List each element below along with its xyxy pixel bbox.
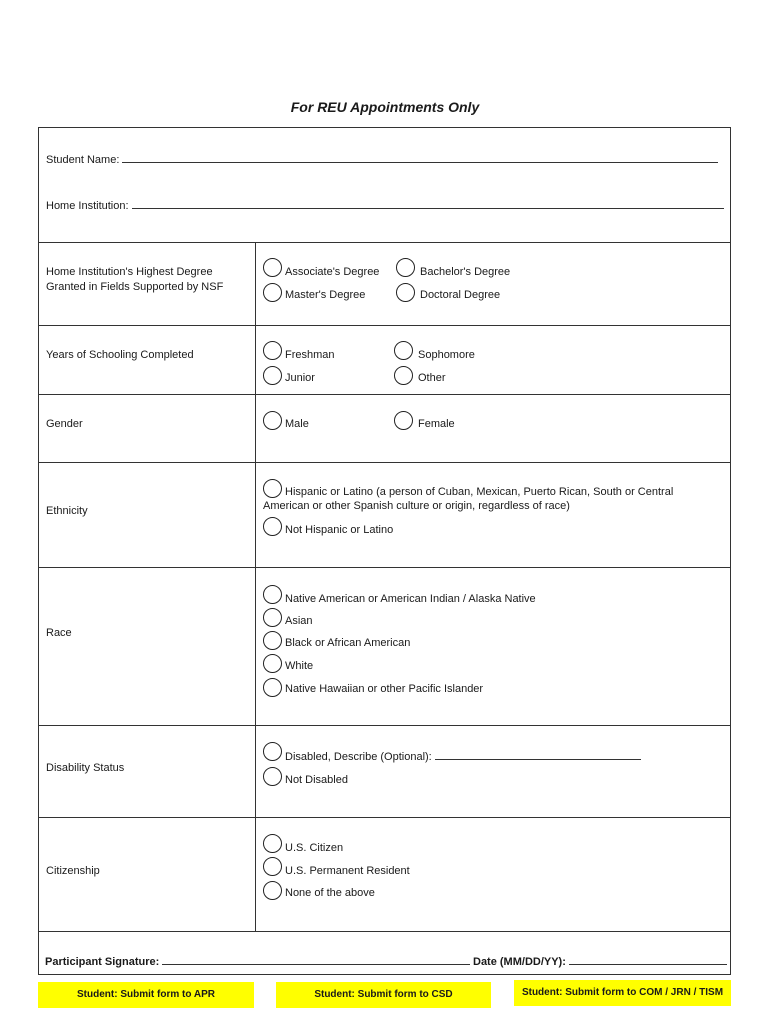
not-disabled-label: Not Disabled (285, 774, 348, 786)
participant-signature-label: Participant Signature: (45, 956, 160, 968)
disabled-describe-line[interactable] (435, 749, 641, 760)
home-institution-line[interactable] (132, 198, 724, 209)
native-hawaiian-label: Native Hawaiian or other Pacific Islander (285, 683, 484, 695)
student-name-line[interactable] (122, 152, 718, 163)
disabled-radio[interactable] (263, 742, 282, 761)
disability-label: Disability Status (46, 762, 125, 774)
row-divider (39, 725, 730, 726)
black-radio[interactable] (263, 631, 282, 650)
participant-signature-line[interactable] (162, 954, 470, 965)
banner-csd: Student: Submit form to CSD (276, 982, 491, 1008)
hispanic-label: Hispanic or Latino (a person of Cuban, Mexican, Puerto Rican, South or Central American or other Spanish culture or origin, regardless of race) (263, 486, 674, 512)
white-label: White (285, 660, 314, 672)
bachelors-degree-radio[interactable] (396, 258, 415, 277)
home-institution-label: Home Institution: (46, 200, 129, 212)
student-name-label: Student Name: (46, 154, 120, 166)
banner-com-jrn-tism: Student: Submit form to COM / JRN / TISM (514, 980, 731, 1006)
student-name-field[interactable] (46, 152, 718, 167)
date-line[interactable] (569, 954, 727, 965)
black-label: Black or African American (285, 637, 411, 649)
row-divider (39, 567, 730, 568)
gender-label: Gender (46, 418, 83, 430)
freshman-label: Freshman (285, 349, 335, 361)
us-citizen-radio[interactable] (263, 834, 282, 853)
column-divider (255, 242, 256, 931)
permanent-resident-radio[interactable] (263, 857, 282, 876)
native-hawaiian-radio[interactable] (263, 678, 282, 697)
row-divider (39, 242, 730, 243)
white-radio[interactable] (263, 654, 282, 673)
freshman-radio[interactable] (263, 341, 282, 360)
citizenship-label: Citizenship (46, 865, 100, 877)
disabled-field[interactable] (285, 749, 641, 764)
asian-radio[interactable] (263, 608, 282, 627)
not-hispanic-label: Not Hispanic or Latino (285, 524, 394, 536)
junior-radio[interactable] (263, 366, 282, 385)
bachelors-degree-label: Bachelor's Degree (420, 266, 511, 278)
row-divider (39, 325, 730, 326)
associates-degree-label: Associate's Degree (285, 266, 380, 278)
junior-label: Junior (285, 372, 315, 384)
degree-label: Home Institution's Highest Degree Granted in Fields Supported by NSF (46, 266, 224, 293)
other-year-radio[interactable] (394, 366, 413, 385)
row-divider (39, 394, 730, 395)
ethnicity-label: Ethnicity (46, 505, 88, 517)
masters-degree-radio[interactable] (263, 283, 282, 302)
row-divider (39, 462, 730, 463)
masters-degree-label: Master's Degree (285, 289, 366, 301)
row-divider (39, 931, 730, 932)
native-american-label: Native American or American Indian / Alaska Native (285, 593, 536, 605)
doctoral-degree-radio[interactable] (396, 283, 415, 302)
doctoral-degree-label: Doctoral Degree (420, 289, 501, 301)
none-of-above-label: None of the above (285, 887, 375, 899)
permanent-resident-label: U.S. Permanent Resident (285, 865, 410, 877)
not-disabled-radio[interactable] (263, 767, 282, 786)
associates-degree-radio[interactable] (263, 258, 282, 277)
female-label: Female (418, 418, 455, 430)
sophomore-radio[interactable] (394, 341, 413, 360)
date-field[interactable] (473, 954, 727, 968)
asian-label: Asian (285, 615, 313, 627)
not-hispanic-radio[interactable] (263, 517, 282, 536)
other-year-label: Other (418, 372, 446, 384)
banner-apr: Student: Submit form to APR (38, 982, 254, 1008)
row-divider (39, 817, 730, 818)
date-label: Date (MM/DD/YY): (473, 956, 566, 968)
page-title: For REU Appointments Only (290, 99, 480, 115)
sophomore-label: Sophomore (418, 349, 475, 361)
home-institution-field[interactable] (46, 198, 724, 213)
female-radio[interactable] (394, 411, 413, 430)
race-label: Race (46, 627, 72, 639)
none-of-above-radio[interactable] (263, 881, 282, 900)
participant-signature-field[interactable] (45, 954, 470, 968)
male-label: Male (285, 418, 309, 430)
native-american-radio[interactable] (263, 585, 282, 604)
male-radio[interactable] (263, 411, 282, 430)
reu-form-table (38, 127, 731, 975)
us-citizen-label: U.S. Citizen (285, 842, 344, 854)
years-label: Years of Schooling Completed (46, 349, 194, 361)
disabled-label: Disabled, Describe (Optional): (285, 751, 432, 763)
